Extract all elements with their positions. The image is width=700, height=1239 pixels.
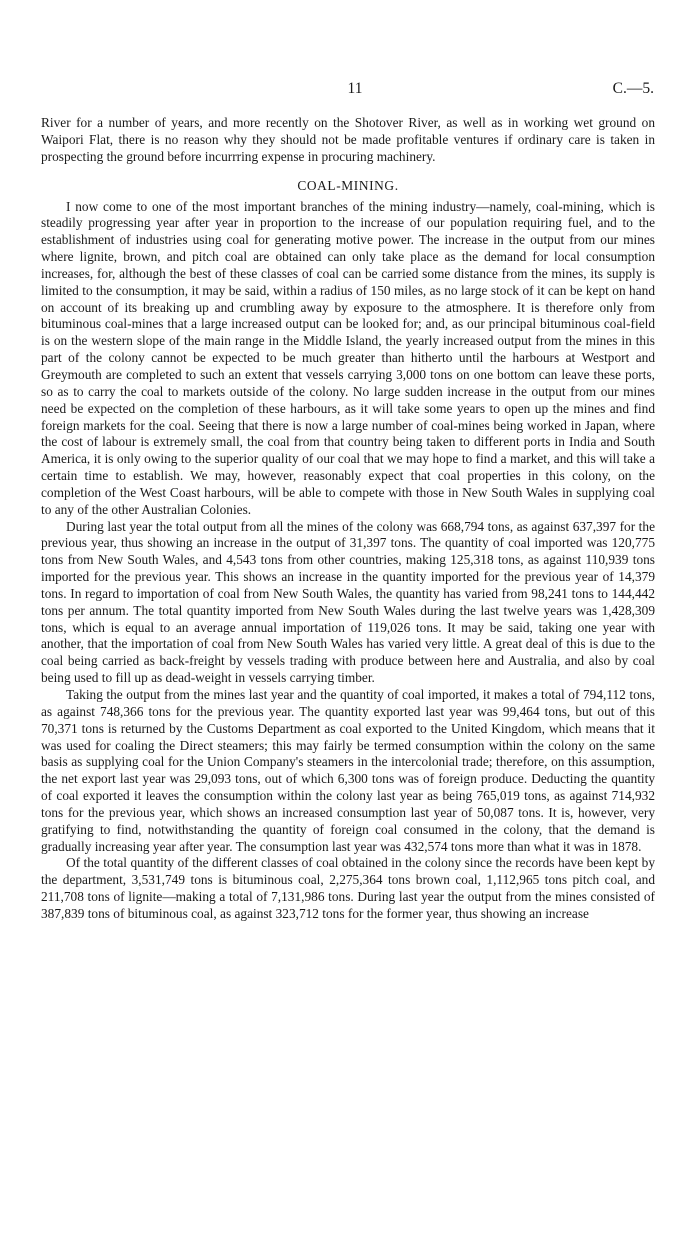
page-number: 11 — [347, 80, 363, 97]
paragraph-output-import: During last year the total output from all the mines of the colony was 668,794 tons, as against 637,397 for the previous year, thus showing an increase in the output of 31,397 tons. The quantity of coal imported was 120,775 tons from New South Wales, and 4,543 tons from other countries, making 125,318 tons, as against 110,939 tons imported for the previous year. This shows an increase in the quantity imported for the previous year of 14,379 tons. In regard to importation of coal from New South Wales, the quantity has varied from 98,241 tons to 144,442 tons per annum. The total quantity imported from New South Wales during the last twelve years was 1,428,309 tons, which is equal to an average annual importation of 119,026 tons. It may be said, taking one year with another, that the importation of coal from New South Wales has varied very little. A great deal of this is due to the coal being carried as back-freight by vessels trading with produce between here and Australia, and also by coal being used to fill up as dead-weight in vessels carrying timber. — [41, 518, 655, 686]
page-header — [0, 80, 700, 100]
section-code: C.—5. — [612, 80, 654, 97]
paragraph-export-consumption: Taking the output from the mines last year and the quantity of coal imported, it makes a total of 794,112 tons, as against 748,366 tons for the previous year. The quantity exported last year was 99,464 tons, but out of this 70,371 tons is returned by the Customs Department as coal exported to the United Kingdom, which means that it was used for coaling the Direct steamers; this may fairly be termed consumption within the colony on the same basis as supplying coal for the Union Company's steamers in the intercolonial trade; therefore, on this assumption, the net export last year was 29,093 tons, out of which 6,300 tons was of foreign produce. Deducting the quantity of coal exported it leaves the consumption within the colony last year as being 765,019 tons, as against 714,932 tons for the previous year, which shows an increased consumption last year of 50,087 tons. It is, however, very gratifying to find, notwithstanding the quantity of foreign coal consumed in the colony, that the demand is gradually increasing year after year. The consumption last year was 432,574 tons more than what it was in 1878. — [41, 687, 655, 854]
body-text — [41, 115, 655, 923]
paragraph-coal-classes: Of the total quantity of the different classes of coal obtained in the colony since the records have been kept by the department, 3,531,749 tons is bituminous coal, 2,275,364 tons brown coal, 1,112,965 tons pitch coal, and 211,708 tons of lignite—making a total of 7,131,986 tons. During last year the output from the mines consisted of 387,839 tons of bituminous coal, as against 323,712 tons for the former year, thus showing an increase — [41, 855, 655, 921]
opening-paragraph: River for a number of years, and more recently on the Shotover River, as well as in working wet ground on Waipori Flat, there is no reason why they should not be made profitable ventures if ordinary care is taken in prospecting the ground before incurrring expense in procuring machinery. — [41, 115, 655, 164]
section-heading: COAL-MINING. — [297, 177, 399, 193]
paragraph-coal-industry: I now come to one of the most important branches of the mining industry—namely, coal-mining, which is steadily progressing year after year in proportion to the increase of our population requiring fuel, and to the establishment of industries using coal for generating motive power. The increase in the output from our mines where lignite, brown, and pitch coal are obtained can only take place as the demand for local consumption increases, for, although the best of these classes of coal can be carried some distance from the mines, its supply is limited to the consumption, it may be said, within a radius of 150 miles, as no large stock of it can be kept on hand on account of its breaking up and crumbling away by exposure to the atmosphere. It is therefore only from bituminous coal-mines that a large increased output can be looked for; and, as our principal bituminous coal-field is on the western slope of the main range in the Middle Island, the yearly increased output from the mines in this part of the colony cannot be expected to be much greater than hitherto until the harbours at Westport and Greymouth are completed to such an extent that vessels carrying 3,000 tons on one bottom can leave these ports, so as to carry the coal to markets outside of the colony. No large sudden increase in the output from our mines need be expected on the completion of these harbours, as it will take some years to open up the mines and find foreign markets for the coal. Seeing that there is now a large number of coal-mines being worked in Japan, where the cost of labour is extremely small, the coal from that country being taken to different ports in India and South America, it is only owing to the superior quality of our coal that we may hope to find a market, and this will take a certain time to establish. We may, however, reasonably expect that coal properties in this colony, on the completion of the West Coast harbours, will be able to compete with those in New South Wales in supplying coal to any of the other Australian Colonies. — [41, 198, 655, 517]
